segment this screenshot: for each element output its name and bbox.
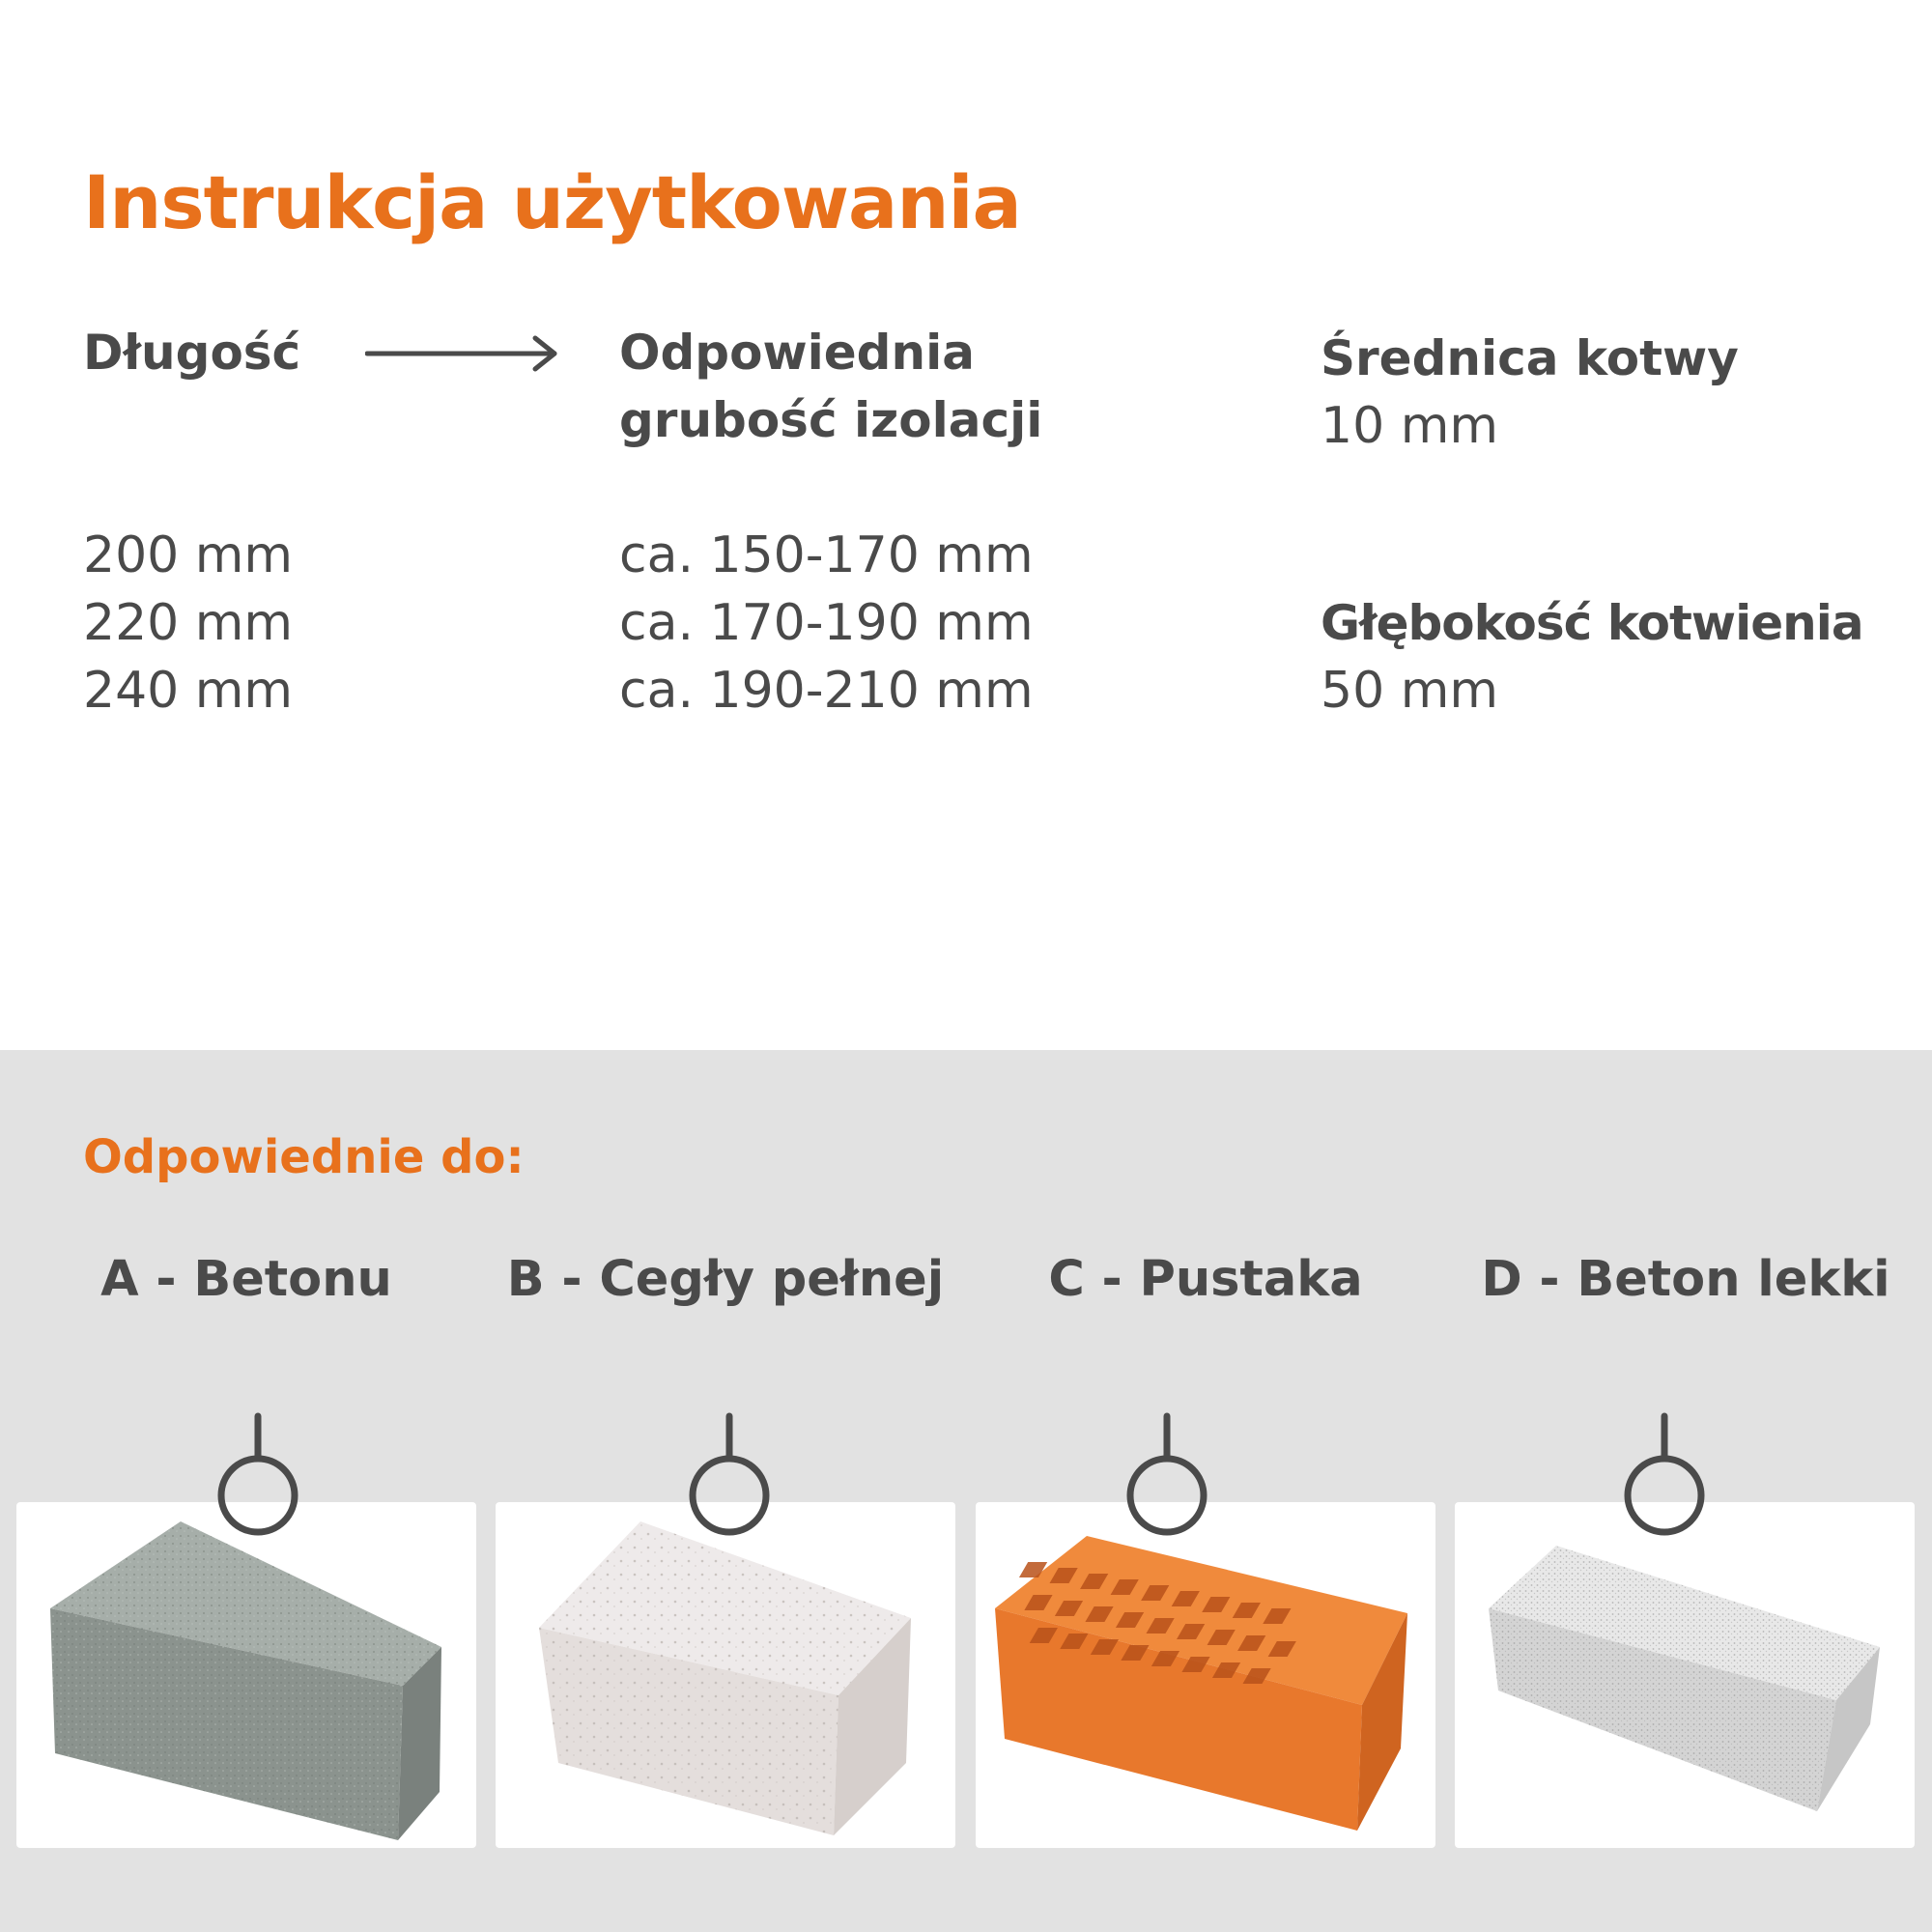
material-label-a: A - Betonu: [100, 1251, 392, 1308]
length-value: 240 mm: [83, 662, 294, 720]
hollow-brick-image: [976, 1502, 1435, 1848]
anchor-ring-icon: [1123, 1412, 1210, 1538]
length-value: 220 mm: [83, 594, 294, 652]
anchor-ring-icon: [214, 1412, 301, 1538]
material-label-b: B - Cegły pełnej: [506, 1251, 945, 1308]
length-values: [83, 522, 293, 724]
material-label-c: C - Pustaka: [1048, 1251, 1363, 1308]
insulation-header: [619, 319, 1042, 454]
anchor-depth-label: Głębokość kotwienia: [1321, 595, 1863, 651]
materials-title: Odpowiednie do:: [83, 1130, 525, 1184]
anchor-ring-icon: [686, 1412, 773, 1538]
anchor-depth-value: 50 mm: [1321, 662, 1499, 720]
insulation-value: ca. 150-170 mm: [619, 526, 1034, 584]
length-header: Długość: [83, 325, 301, 381]
material-card-solid-brick: [496, 1502, 955, 1848]
insulation-values: [619, 522, 1034, 724]
length-value: 200 mm: [83, 526, 294, 584]
material-card-light-concrete: [1455, 1502, 1915, 1848]
material-label-d: D - Beton lekki: [1481, 1251, 1890, 1308]
arrow-right-icon: [365, 334, 560, 373]
material-card-concrete: [16, 1502, 476, 1848]
page-title: Instrukcja użytkowania: [83, 159, 1021, 245]
insulation-value: ca. 170-190 mm: [619, 594, 1034, 652]
light-concrete-image: [1455, 1502, 1915, 1848]
anchor-diameter-label: Średnica kotwy: [1321, 330, 1739, 386]
insulation-value: ca. 190-210 mm: [619, 662, 1034, 720]
insulation-header-line: grubość izolacji: [619, 392, 1043, 448]
insulation-header-line: Odpowiednia: [619, 325, 975, 381]
solid-brick-image: [496, 1502, 955, 1848]
anchor-ring-icon: [1621, 1412, 1708, 1538]
material-card-hollow-brick: [976, 1502, 1435, 1848]
concrete-block-image: [16, 1502, 476, 1848]
anchor-diameter-value: 10 mm: [1321, 397, 1499, 455]
